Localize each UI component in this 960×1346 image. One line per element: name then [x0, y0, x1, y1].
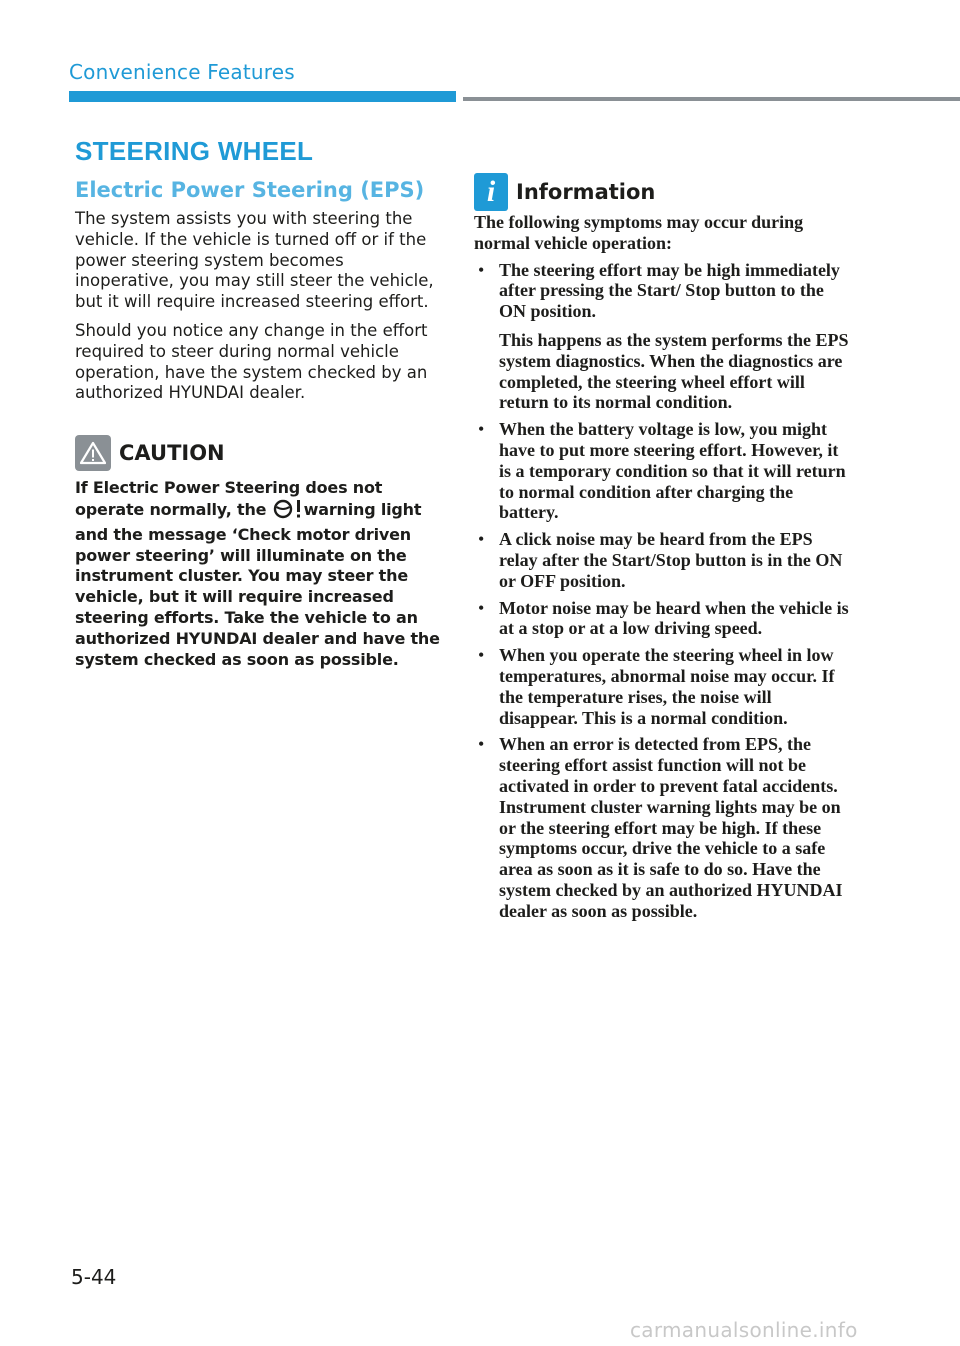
caution-header	[75, 434, 445, 472]
list-item-text: • The steering effort may be high immediately after pressing the Start/ Stop button to the ON position.	[499, 259, 840, 322]
information-intro: The following symptoms may occur during normal vehicle operation:	[474, 212, 804, 253]
header-rule-blue	[69, 91, 456, 102]
right-column	[474, 172, 849, 928]
list-item	[474, 645, 849, 728]
list-item	[474, 260, 849, 414]
list-item-text: This happens as the system performs the EPS system diagnostics. When the diagnostics are completed, the steering wheel effort will return to its normal condition.	[499, 329, 849, 413]
list-item	[474, 529, 849, 591]
eps-warning-icon	[273, 499, 303, 525]
body-paragraph: The system assists you with steering the vehicle. If the vehicle is turned off or if the power steering system becomes inoperative, you may still steer the vehicle, but it will require increased steering effort.	[75, 209, 434, 312]
watermark: carmanualsonline.info	[630, 1318, 858, 1342]
list-item	[474, 734, 849, 921]
list-item-text: • A click noise may be heard from the EPS relay after the Start/Stop button is in the ON or OFF position.	[499, 529, 843, 591]
list-item	[474, 598, 849, 640]
list-item-text: • When the battery voltage is low, you might have to put more steering effort. However, it is a temporary condition so that it will return to normal condition after charging the battery.	[499, 419, 846, 523]
left-column	[75, 135, 445, 670]
caution-text	[75, 478, 445, 670]
list-item-text: • When you operate the steering wheel in low temperatures, abnormal noise may occur. If the temperature rises, the noise will disappear. This is a normal condition.	[499, 645, 835, 728]
subsection-title: Electric Power Steering (EPS)	[75, 178, 425, 202]
list-item-text: • Motor noise may be heard when the vehicle is at a stop or at a low driving speed.	[499, 597, 849, 639]
list-item	[474, 419, 849, 523]
caution-text-end: warning light and the message ‘Check motor driven power steering’ will illuminate on the instrument cluster. You may steer the vehicle, but it will require increased steering efforts. Take the vehicle to an authorized HYUNDAI dealer and have the system checked as soon as possible.	[75, 499, 440, 669]
header-rule-gray	[463, 97, 960, 101]
page-number: 5-44	[71, 1265, 117, 1289]
caution-title: CAUTION	[119, 441, 225, 466]
section-title: STEERING WHEEL	[75, 136, 314, 166]
chapter-title: Convenience Features	[69, 60, 295, 84]
warning-triangle-icon	[75, 435, 111, 471]
info-icon: i	[474, 173, 508, 211]
symptom-list	[474, 260, 849, 922]
information-header	[474, 172, 849, 212]
information-title: Information	[516, 180, 656, 204]
caution-box	[75, 434, 445, 670]
list-item-text: • When an error is detected from EPS, the steering effort assist function will not be activated in order to prevent fatal accidents. Instrument cluster warning lights may be on or the steering effort may be high. If these symptoms occur, drive the vehicle to a safe area as soon as it is safe to do so. Have the system checked by an authorized HYUNDAI dealer as soon as possible.	[499, 734, 843, 921]
body-paragraph: Should you notice any change in the effort required to steer during normal vehicle operation, have the system checked by an authorized HYUNDAI dealer.	[75, 320, 428, 403]
caution-text-start: If Electric Power Steering does not operate normally, the	[75, 478, 383, 519]
